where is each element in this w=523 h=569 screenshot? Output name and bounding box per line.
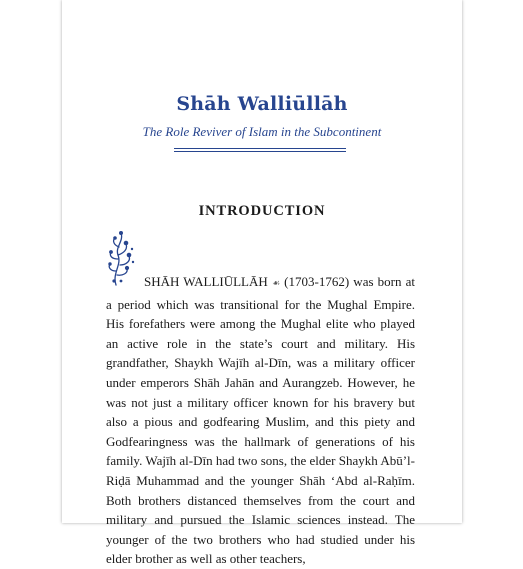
- title-divider-top: [174, 148, 346, 149]
- paragraph-text: (1703-1762) was born at a period which was transitional for the Mughal Empire. His forefathers were among the Mughal elite who played an active role in the state’s court and military. His grandfather, Shaykh Wajīh al-Dīn, was a military officer under emperors Shāh Jahān and Aurangzeb. However, he was not just a military officer known for his bravery but also a pious and godfearing Muslim, and this piety and Godfearingness was the hallmark of generations of his family. Wajīh al-Dīn had two sons, the elder Shaykh Abū’l-Riḍā Muhammad and the younger Shāh ‘Abd al-Raḥīm. Both brothers distanced themselves from the court and military and pursued the Islamic sciences instead. The younger of the two brothers who had studied under his elder brother as well as other teachers,: [106, 274, 416, 567]
- chapter-title: Shāh Walliūllāh: [176, 93, 348, 115]
- book-page: [62, 0, 462, 567]
- section-heading: INTRODUCTION: [198, 203, 326, 219]
- title-divider-bottom: [174, 151, 346, 152]
- lead-name: SHĀH WALLIŪLLĀH: [144, 274, 268, 289]
- honorific-glyph: ☙: [271, 279, 281, 289]
- chapter-subtitle: The Role Reviver of Islam in the Subcontinent: [142, 124, 382, 139]
- introduction-paragraph: [106, 272, 415, 569]
